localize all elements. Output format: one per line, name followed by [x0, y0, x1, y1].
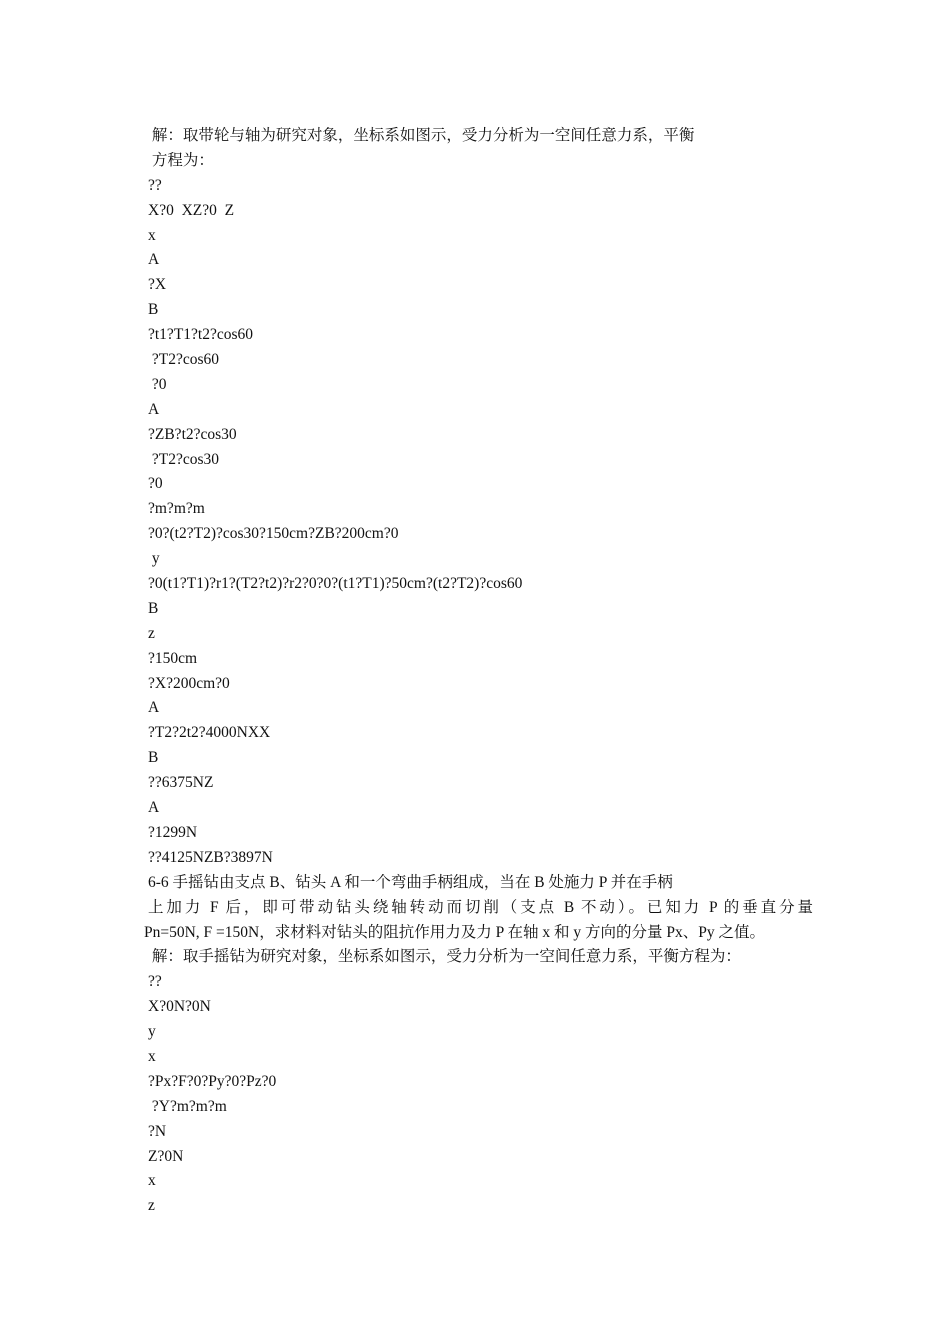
text-line: x: [148, 226, 156, 244]
text-line: z: [148, 1197, 155, 1215]
text-line: ??: [148, 973, 162, 991]
text-line: A: [148, 400, 160, 418]
text-line: Z?0N: [148, 1147, 184, 1165]
text-line: ??4125NZB?3897N: [148, 848, 273, 866]
text-line: ?0: [148, 475, 163, 493]
text-line: 解：取带轮与轴为研究对象，坐标系如图示，受力分析为一空间任意力系，平衡: [148, 127, 695, 144]
text-line: X?0N?0N: [148, 998, 211, 1016]
text-line: 方程为：: [148, 151, 214, 169]
text-line: ?N: [148, 1122, 167, 1140]
text-line: ?1299N: [148, 823, 198, 841]
problem-heading: 6-6 手摇钻由支点 B、钻头 A 和一个弯曲手柄组成，当在 B 处施力 P 并在手柄: [148, 873, 673, 891]
text-line: ?T2?cos60: [148, 351, 220, 369]
text-line: ?m?m?m: [148, 500, 205, 518]
text-line: ?T2?2t2?4000NXX: [148, 724, 271, 742]
text-line: X?0 XZ?0 Z: [148, 201, 235, 219]
text-line: 解：取手摇钻为研究对象，坐标系如图示，受力分析为一空间任意力系，平衡方程为：: [148, 948, 741, 966]
text-line: ?0: [148, 375, 167, 393]
text-line: ?X?200cm?0: [148, 674, 230, 692]
text-line: x: [148, 1172, 156, 1190]
document-body: [144, 124, 813, 1219]
text-line: y: [148, 1023, 156, 1041]
text-line: B: [148, 599, 159, 617]
text-line: ?Px?F?0?Py?0?Pz?0: [148, 1072, 277, 1090]
text-line: z: [148, 624, 155, 642]
text-line: ?Y?m?m?m: [148, 1097, 227, 1115]
text-line: ?ZB?t2?cos30: [148, 425, 237, 443]
text-line: Pn=50N, F =150N，求材料对钻头的阻抗作用力及力 P 在轴 x 和 y 方向的分量 Px、Py 之值。: [144, 923, 766, 941]
text-line: ?X: [148, 276, 167, 294]
text-line: y: [148, 550, 160, 568]
text-line: ?150cm: [148, 649, 198, 667]
text-line: A: [148, 799, 160, 817]
text-line: ?T2?cos30: [148, 450, 220, 468]
text-line: ?0(t1?T1)?r1?(T2?t2)?r2?0?0?(t1?T1)?50cm?(t2?T2)?cos60: [148, 575, 523, 593]
text-line: x: [148, 1047, 156, 1065]
text-line: B: [148, 749, 159, 767]
text-line: A: [148, 251, 160, 269]
text-line: A: [148, 699, 160, 717]
text-line: B: [148, 301, 159, 319]
text-line: 上加力 F 后，即可带动钻头绕轴转动而切削（支点 B 不动）。已知力 P 的垂直分量: [148, 898, 813, 916]
text-line: ?t1?T1?t2?cos60: [148, 326, 254, 344]
text-line: ??6375NZ: [148, 774, 214, 792]
text-line: ?0?(t2?T2)?cos30?150cm?ZB?200cm?0: [148, 525, 399, 543]
text-line: ??: [148, 176, 162, 194]
